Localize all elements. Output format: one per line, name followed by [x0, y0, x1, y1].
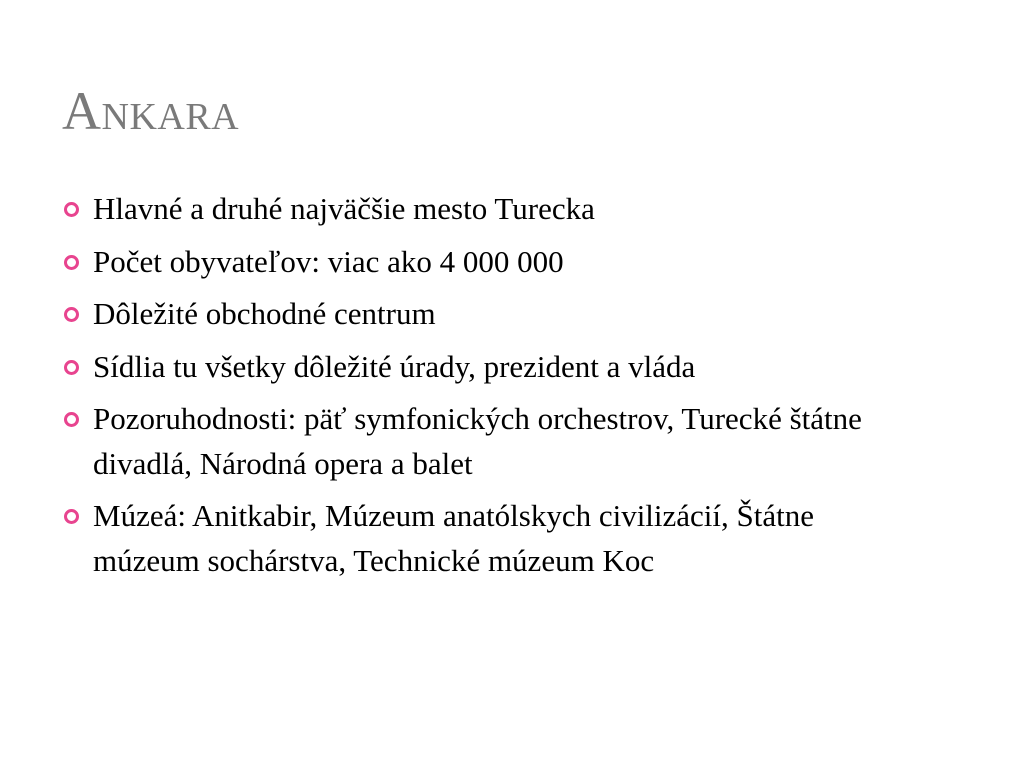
bullet-item-population [64, 240, 894, 285]
ring-bullet-icon [64, 509, 79, 524]
bullet-text: Dôležité obchodné centrum [93, 296, 436, 331]
bullet-item-government [64, 345, 894, 390]
bullet-item-capital [64, 187, 894, 232]
bullet-text: Múzeá: Anitkabir, Múzeum anatólskych civilizácií, Štátne múzeum sochárstva, Technické múzeum Koc [93, 498, 815, 578]
ring-bullet-icon [64, 255, 79, 270]
bullet-text: Počet obyvateľov: viac ako 4 000 000 [93, 243, 564, 279]
bullet-text: Sídlia tu všetky dôležité úrady, prezident a vláda [93, 348, 696, 384]
ring-bullet-icon [64, 412, 79, 427]
bullet-text: Pozoruhodnosti: päť symfonických orchestrov, Turecké štátne divadlá, Národná opera a balet [93, 401, 862, 481]
ring-bullet-icon [64, 202, 79, 217]
slide-title: Ankara [62, 81, 240, 141]
bullet-item-museums [64, 494, 894, 583]
ring-bullet-icon [64, 307, 79, 322]
bullet-list [64, 187, 894, 591]
ring-bullet-icon [64, 360, 79, 375]
bullet-text: Hlavné a druhé najväčšie mesto Turecka [93, 191, 595, 226]
bullet-item-trade-center [64, 292, 894, 337]
bullet-item-sights [64, 397, 894, 486]
